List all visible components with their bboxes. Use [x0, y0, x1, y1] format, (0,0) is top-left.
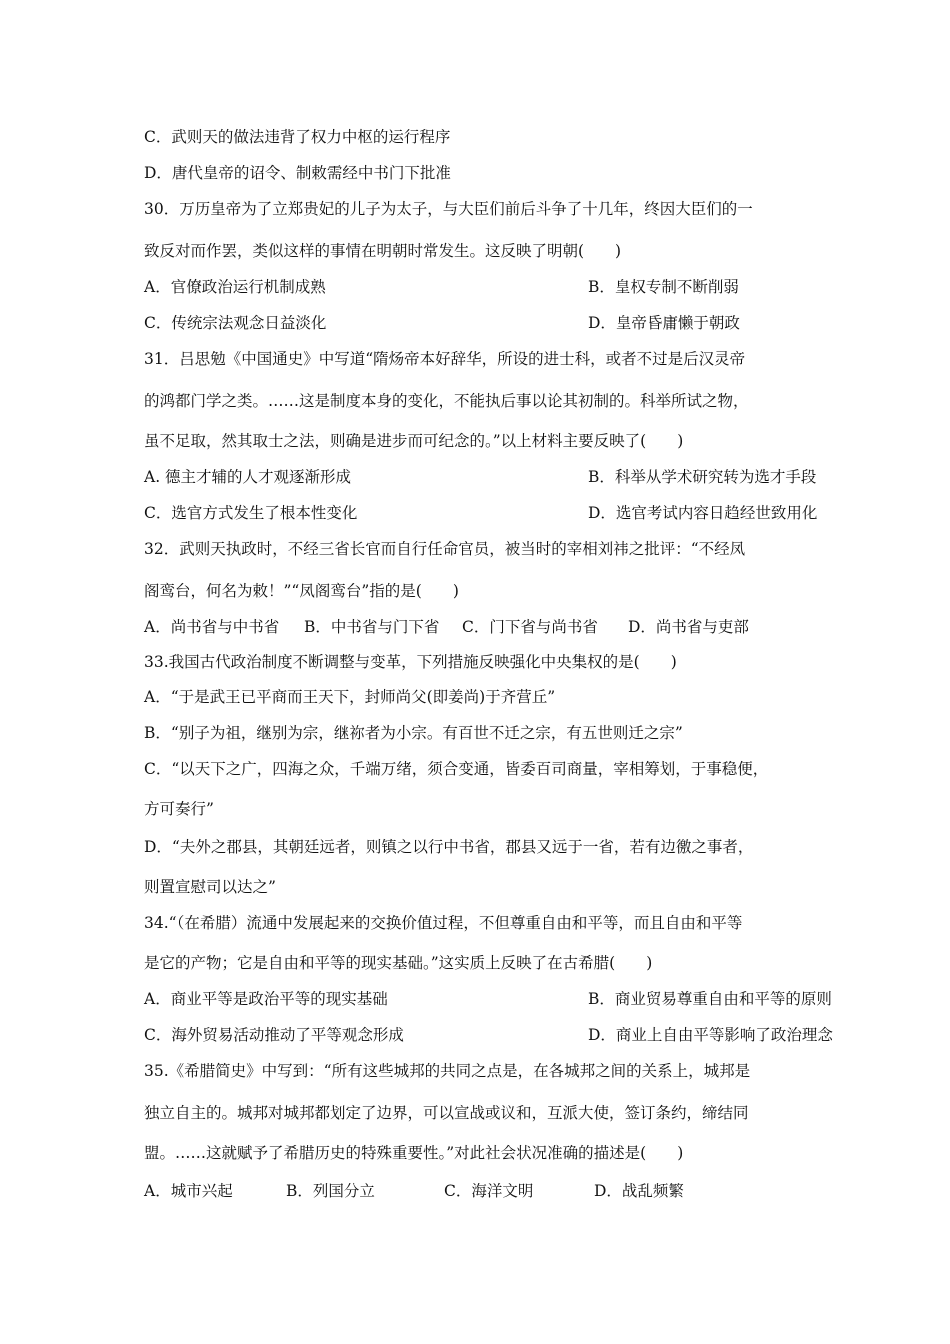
option-d: D．皇帝昏庸懒于朝政: [588, 314, 740, 332]
question-31-stem: 31．吕思勉《中国通史》中写道“隋炀帝本好辞华，所设的进士科，或者不过是后汉灵帝: [144, 350, 746, 368]
question-30-stem: 致反对而作罢，类似这样的事情在明朝时常发生。这反映了明朝( ): [144, 242, 622, 260]
option-d: D．“夫外之郡县，其朝廷远者，则镇之以行中书省，郡县又远于一省，若有边徼之事者，: [144, 838, 754, 856]
question-31-stem: 虽不足取，然其取士之法，则确是进步而可纪念的。”以上材料主要反映了( ): [144, 432, 684, 450]
question-30-stem: 30．万历皇帝为了立郑贵妃的儿子为太子，与大臣们前后斗争了十几年，终因大臣们的一: [144, 200, 753, 218]
question-31-stem: 的鸿都门学之类。……这是制度本身的变化，不能执后事以论其初制的。科举所试之物，: [144, 392, 749, 410]
option-c: C．“以天下之广，四海之众，千端万绪，须合变通，皆委百司商量，宰相筹划，于事稳便，: [144, 760, 769, 778]
option-a: A．城市兴起: [144, 1182, 233, 1200]
option-d: D．商业上自由平等影响了政治理念: [588, 1026, 833, 1044]
option-row: [144, 276, 739, 298]
option-d-cont: 则置宣慰司以达之”: [144, 878, 276, 896]
question-35-stem: 盟。……这就赋予了希腊历史的特殊重要性。”对此社会状况准确的描述是( ): [144, 1144, 684, 1162]
question-32-stem: 阁鸾台，何名为敕！”“凤阁鸾台”指的是( ): [144, 582, 459, 600]
option-c: C．选官方式发生了根本性变化: [144, 504, 358, 522]
option-a: A．尚书省与中书省: [144, 618, 280, 636]
option-b: B．皇权专制不断削弱: [588, 278, 739, 296]
option-c: C．海洋文明: [444, 1182, 534, 1200]
option-row: [144, 502, 818, 524]
option-b: B．列国分立: [286, 1182, 375, 1200]
question-34-stem: 34.“（在希腊）流通中发展起来的交换价值过程，不但尊重自由和平等，而且自由和平等: [144, 914, 743, 932]
option-d: D．战乱频繁: [594, 1182, 684, 1200]
question-34-stem: 是它的产物；它是自由和平等的现实基础。”这实质上反映了在古希腊( ): [144, 954, 653, 972]
option-c-cont: 方可奏行”: [144, 800, 214, 818]
option-a: A．商业平等是政治平等的现实基础: [144, 990, 388, 1008]
option-d: D．选官考试内容日趋经世致用化: [588, 504, 818, 522]
question-35-stem: 35.《希腊简史》中写到：“所有这些城邦的共同之点是，在各城邦之间的关系上，城邦是: [144, 1062, 751, 1080]
option-row: [144, 988, 832, 1010]
option-a: A．“于是武王已平商而王天下，封师尚父(即姜尚)于齐营丘”: [144, 688, 556, 706]
question-33-stem: 33.我国古代政治制度不断调整与变革，下列措施反映强化中央集权的是( ): [144, 653, 677, 671]
option-d: D．尚书省与吏部: [628, 618, 749, 636]
option-row: [144, 312, 740, 334]
option-a: A. 德主才辅的人才观逐渐形成: [144, 468, 352, 486]
question-35-stem: 独立自主的。城邦对城邦都划定了边界，可以宣战或议和，互派大使，签订条约，缔结同: [144, 1104, 749, 1122]
option-b: B．中书省与门下省: [304, 618, 440, 636]
question-32-stem: 32．武则天执政时，不经三省长官而自行任命官员，被当时的宰相刘祎之批评：“不经凤: [144, 540, 746, 558]
option-line: D．唐代皇帝的诏令、制敕需经中书门下批准: [144, 164, 451, 182]
option-line: C．武则天的做法违背了权力中枢的运行程序: [144, 128, 451, 146]
option-b: B．商业贸易尊重自由和平等的原则: [588, 990, 832, 1008]
option-row: [144, 1024, 833, 1046]
option-c: C．门下省与尚书省: [462, 618, 598, 636]
option-b: B．科举从学术研究转为选才手段: [588, 468, 817, 486]
option-c: C．海外贸易活动推动了平等观念形成: [144, 1026, 404, 1044]
option-b: B．“别子为祖，继别为宗，继祢者为小宗。有百世不迁之宗，有五世则迁之宗”: [144, 724, 683, 742]
option-c: C．传统宗法观念日益淡化: [144, 314, 327, 332]
option-a: A．官僚政治运行机制成熟: [144, 278, 326, 296]
option-row: [144, 466, 817, 488]
